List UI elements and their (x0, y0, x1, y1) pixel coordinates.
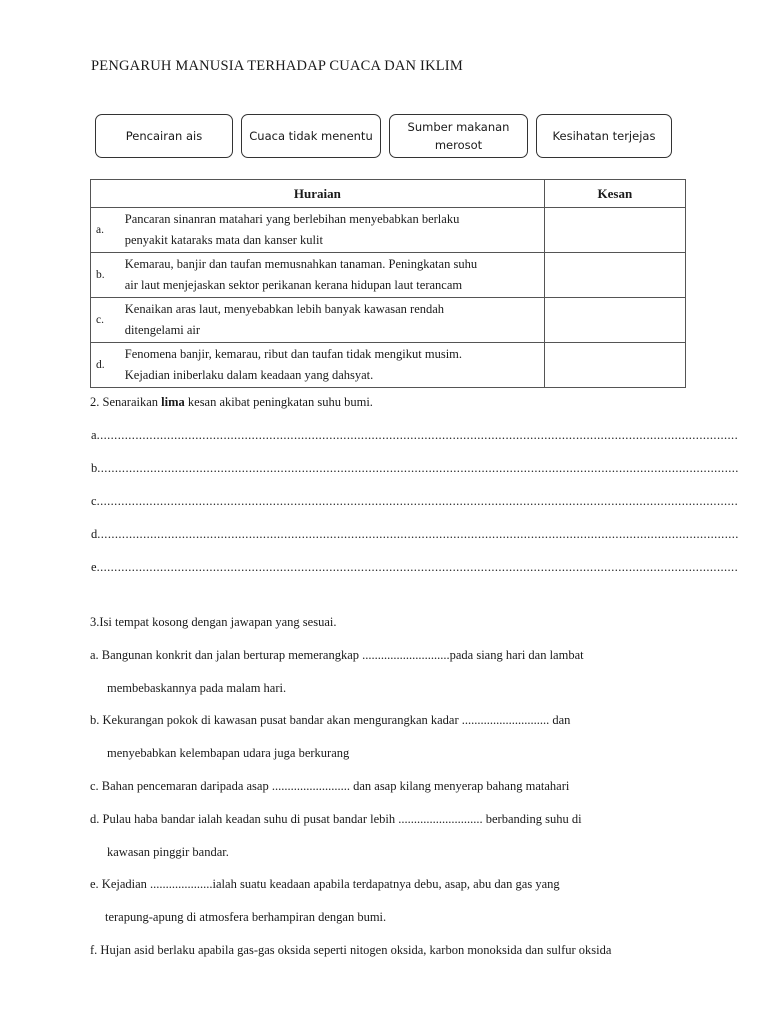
answer-line-a[interactable] (91, 428, 739, 443)
row-description-line2: ditengelami air (124, 323, 201, 337)
row-letter: d. (91, 343, 116, 388)
answer-line-letter: e (91, 560, 97, 574)
row-description (116, 253, 545, 298)
fill-item-f-line1: f. Hujan asid berlaku apabila gas-gas oksida seperti nitogen oksida, karbon monoksida dan sulfur oksida (90, 943, 612, 957)
fill-item-d-line2: kawasan pinggir bandar. (107, 845, 229, 859)
impact-box-label: Cuaca tidak menentu (249, 129, 373, 143)
row-description (116, 343, 545, 388)
table-row (91, 208, 686, 253)
impact-box-pencairan-ais (95, 114, 233, 158)
page-title: PENGARUH MANUSIA TERHADAP CUACA DAN IKLIM (91, 58, 463, 74)
fill-item-e-line1: e. Kejadian ....................ialah suatu keadaan apabila terdapatnya debu, asap, abu dan gas yang (90, 877, 560, 891)
fill-item-d-line1: d. Pulau haba bandar ialah keadan suhu di pusat bandar lebih ........................... berbanding suhu di (90, 812, 582, 826)
answer-line-letter: b (91, 461, 98, 475)
row-description-line2: Kejadian iniberlaku dalam keadaan yang dahsyat. (124, 368, 374, 382)
fill-item-b-line1: b. Kekurangan pokok di kawasan pusat bandar akan mengurangkan kadar ............................ dan (90, 713, 571, 727)
kesan-answer-cell[interactable] (544, 253, 685, 298)
impact-box-cuaca-tidak-menentu (241, 114, 381, 158)
impact-box-label (408, 118, 510, 154)
answer-line-d[interactable] (91, 527, 739, 542)
impact-box-kesihatan-terjejas (536, 114, 672, 158)
answer-line-e[interactable] (91, 560, 739, 575)
row-letter: a. (91, 208, 116, 253)
row-description-line1: Kenaikan aras laut, menyebabkan lebih banyak kawasan rendah (124, 302, 445, 316)
answer-line-letter: c (91, 494, 97, 508)
header-huraian: Huraian (91, 180, 545, 208)
fill-item-b-line2: menyebabkan kelembapan udara juga berkurang (107, 746, 350, 760)
answer-dots: ...................................................................................................................................................................................... (96, 428, 739, 442)
row-description-line2: air laut menjejaskan sektor perikanan kerana hidupan laut terancam (124, 278, 463, 292)
row-description (116, 208, 545, 253)
row-letter: b. (91, 253, 116, 298)
kesan-answer-cell[interactable] (544, 208, 685, 253)
fill-item-c-line1: c. Bahan pencemaran daripada asap ......................... dan asap kilang menyerap bahang matahari (90, 779, 570, 793)
impact-box-label-line1: Sumber makanan (407, 120, 510, 134)
kesan-answer-cell[interactable] (544, 343, 685, 388)
fill-item-e-line2: terapung-apung di atmosfera berhampiran dengan bumi. (105, 910, 387, 924)
row-description-line1: Pancaran sinanran matahari yang berlebihan menyebabkan berlaku (124, 212, 460, 226)
answer-dots: ...................................................................................................................................................................................... (96, 494, 739, 508)
header-kesan: Kesan (544, 180, 685, 208)
answer-dots: ...................................................................................................................................................................................... (96, 560, 739, 574)
question-3-prompt: 3.Isi tempat kosong dengan jawapan yang sesuai. (90, 615, 337, 629)
question-2-prompt (90, 395, 373, 410)
impact-box-label: Kesihatan terjejas (552, 129, 656, 143)
impact-box-label: Pencairan ais (125, 129, 203, 143)
answer-line-letter: a (91, 428, 97, 442)
answer-dots: ...................................................................................................................................................................................... (97, 461, 739, 475)
question-2-bold: lima (161, 395, 185, 409)
row-description-line1: Fenomena banjir, kemarau, ribut dan taufan tidak mengikut musim. (124, 347, 463, 361)
kesan-answer-cell[interactable] (544, 298, 685, 343)
answer-line-c[interactable] (91, 494, 739, 509)
fill-item-a-line2: membebaskannya pada malam hari. (107, 681, 287, 695)
answer-line-letter: d (91, 527, 98, 541)
answer-dots: ...................................................................................................................................................................................... (97, 527, 739, 541)
row-description (116, 298, 545, 343)
table-row (91, 298, 686, 343)
question-2-suffix: kesan akibat peningkatan suhu bumi. (184, 395, 373, 409)
question-2-prefix: 2. Senaraikan (90, 395, 162, 409)
table-row (91, 343, 686, 388)
table-header-row (91, 180, 686, 208)
fill-item-a-line1: a. Bangunan konkrit dan jalan berturap memerangkap ............................pada siang hari dan lambat (90, 648, 584, 662)
row-letter: c. (91, 298, 116, 343)
table-row (91, 253, 686, 298)
row-description-line1: Kemarau, banjir dan taufan memusnahkan tanaman. Peningkatan suhu (124, 257, 478, 271)
huraian-kesan-table (90, 179, 686, 388)
row-description-line2: penyakit kataraks mata dan kanser kulit (124, 233, 323, 247)
impact-box-sumber-makanan-merosot (389, 114, 528, 158)
impact-box-label-line2: merosot (434, 138, 483, 152)
answer-line-b[interactable] (91, 461, 739, 476)
